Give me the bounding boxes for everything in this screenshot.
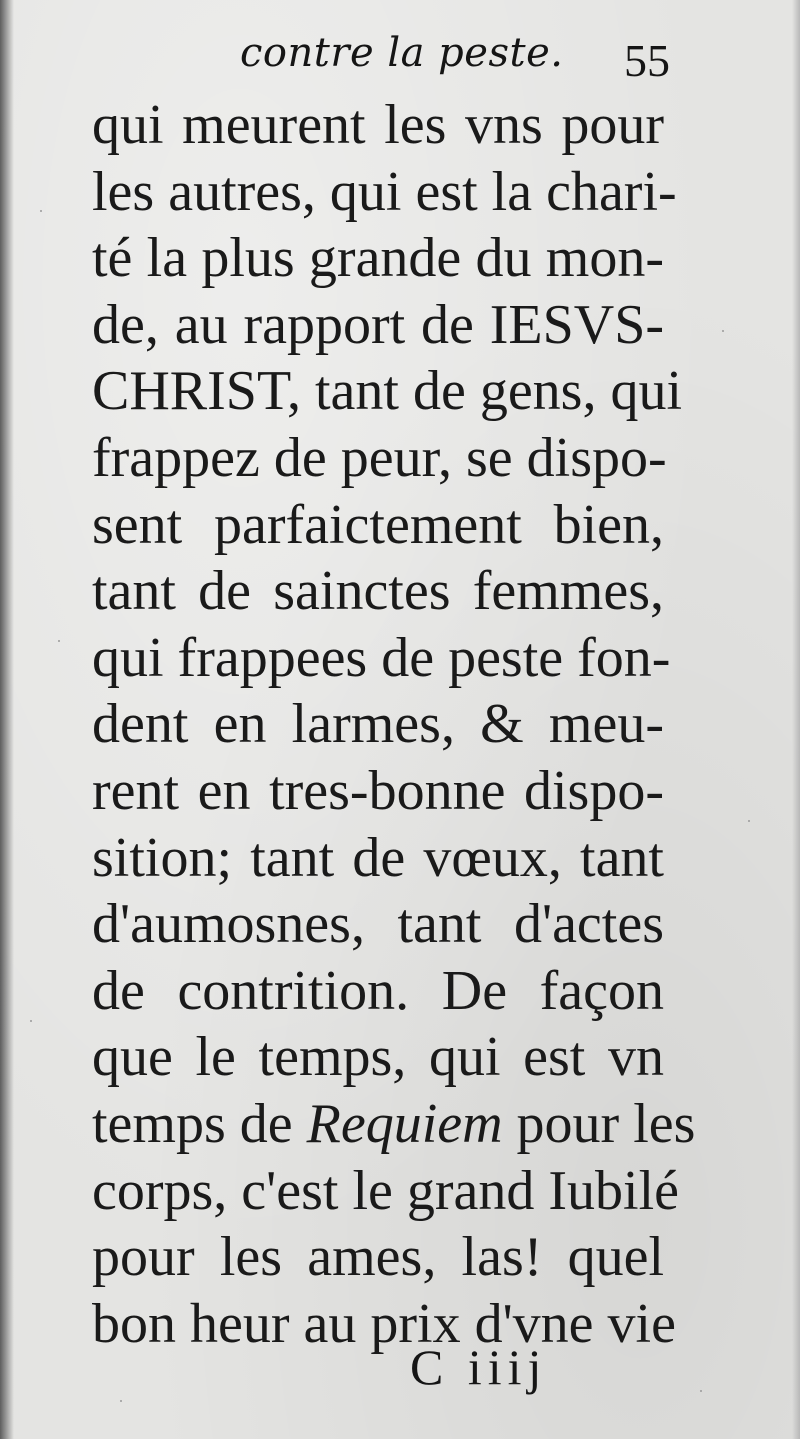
- paper-speck: [58, 640, 60, 642]
- running-title: contre la peste.: [240, 30, 564, 76]
- text-line: dent en larmes, & meu-: [92, 693, 664, 756]
- text-line: bon heur au prix d'vne vie: [92, 1292, 676, 1355]
- paper-speck: [30, 1020, 32, 1022]
- text-line: tant de sainctes femmes,: [92, 560, 664, 623]
- page-number: 55: [624, 35, 670, 86]
- text-line: de contrition. De façon: [92, 959, 664, 1022]
- binding-shadow: [0, 0, 14, 1439]
- text-line: corps, c'est le grand Iubilé: [92, 1159, 679, 1222]
- text-line: sent parfaictement bien,: [92, 493, 664, 556]
- text-line: frappez de peur, se dispo-: [92, 426, 667, 489]
- body-text: [92, 92, 696, 1357]
- page-edge: [792, 0, 800, 1439]
- text-line: d'aumosnes, tant d'actes: [92, 893, 664, 956]
- text-line: que le temps, qui est vn: [92, 1026, 664, 1089]
- text-segment: pour les: [502, 1092, 696, 1155]
- text-line: CHRIST, tant de gens, qui: [92, 360, 683, 423]
- text-line: qui frappees de peste fon-: [92, 626, 671, 689]
- text-line: rent en tres-bonne dispo-: [92, 759, 664, 822]
- text-line: pour les ames, las! quel: [92, 1226, 664, 1289]
- text-line: sition; tant de vœux, tant: [92, 826, 664, 889]
- text-segment: temps de: [92, 1092, 307, 1155]
- text-line: qui meurent les vns pour: [92, 94, 664, 156]
- paper-speck: [748, 820, 750, 822]
- paper-speck: [722, 330, 724, 332]
- text-line: de, au rapport de IESVS-: [92, 293, 664, 356]
- text-line: les autres, qui est la chari-: [92, 160, 677, 223]
- text-line: té la plus grande du mon-: [92, 227, 664, 290]
- page-header: [90, 30, 680, 94]
- paper-speck: [40, 210, 42, 212]
- italic-word: Requiem: [306, 1092, 503, 1155]
- text-line-requiem: [92, 1091, 696, 1158]
- signature-mark: C iiij: [410, 1339, 548, 1395]
- paper-speck: [700, 1390, 702, 1392]
- paper-speck: [120, 1400, 122, 1402]
